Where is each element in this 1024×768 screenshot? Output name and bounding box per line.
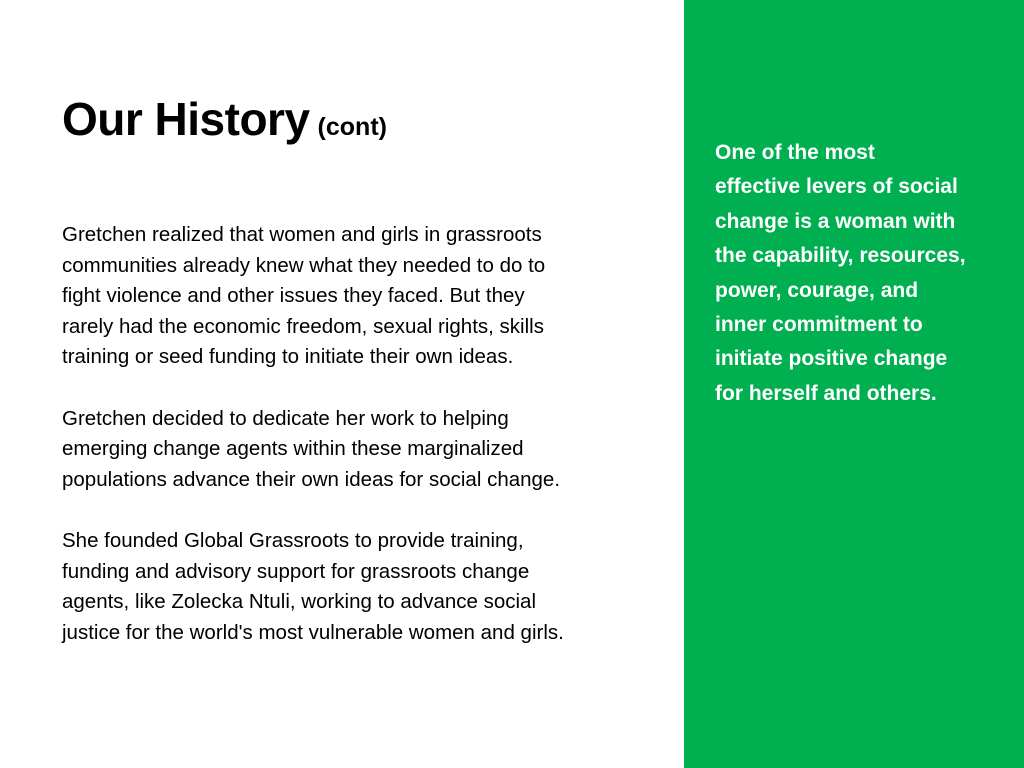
paragraph-dedication: Gretchen decided to dedicate her work to helping emerging change agents within these marginalized populations advance their own ideas for social change.: [62, 406, 561, 491]
green-sidebar: [684, 0, 1024, 768]
title-sub: (cont): [317, 113, 387, 141]
body-text: [62, 220, 662, 679]
slide-title: [62, 93, 387, 145]
paragraph-founding: She founded Global Grassroots to provide training, funding and advisory support for grassroots change agents, like Zolecka Ntuli, working to advance social justice for the world's most vulnerable women and girls.: [62, 529, 564, 644]
sidebar-quote: One of the most effective levers of social change is a woman with the capability, resources, power, courage, and inner commitment to initiate positive change for herself and others.: [715, 141, 966, 405]
paragraph-realization: Gretchen realized that women and girls in grassroots communities already knew what they needed to do to fight violence and other issues they faced. But they rarely had the economic freedom, sexual rights, skills training or seed funding to initiate their own ideas.: [62, 223, 546, 368]
title-main: Our History: [62, 93, 310, 145]
